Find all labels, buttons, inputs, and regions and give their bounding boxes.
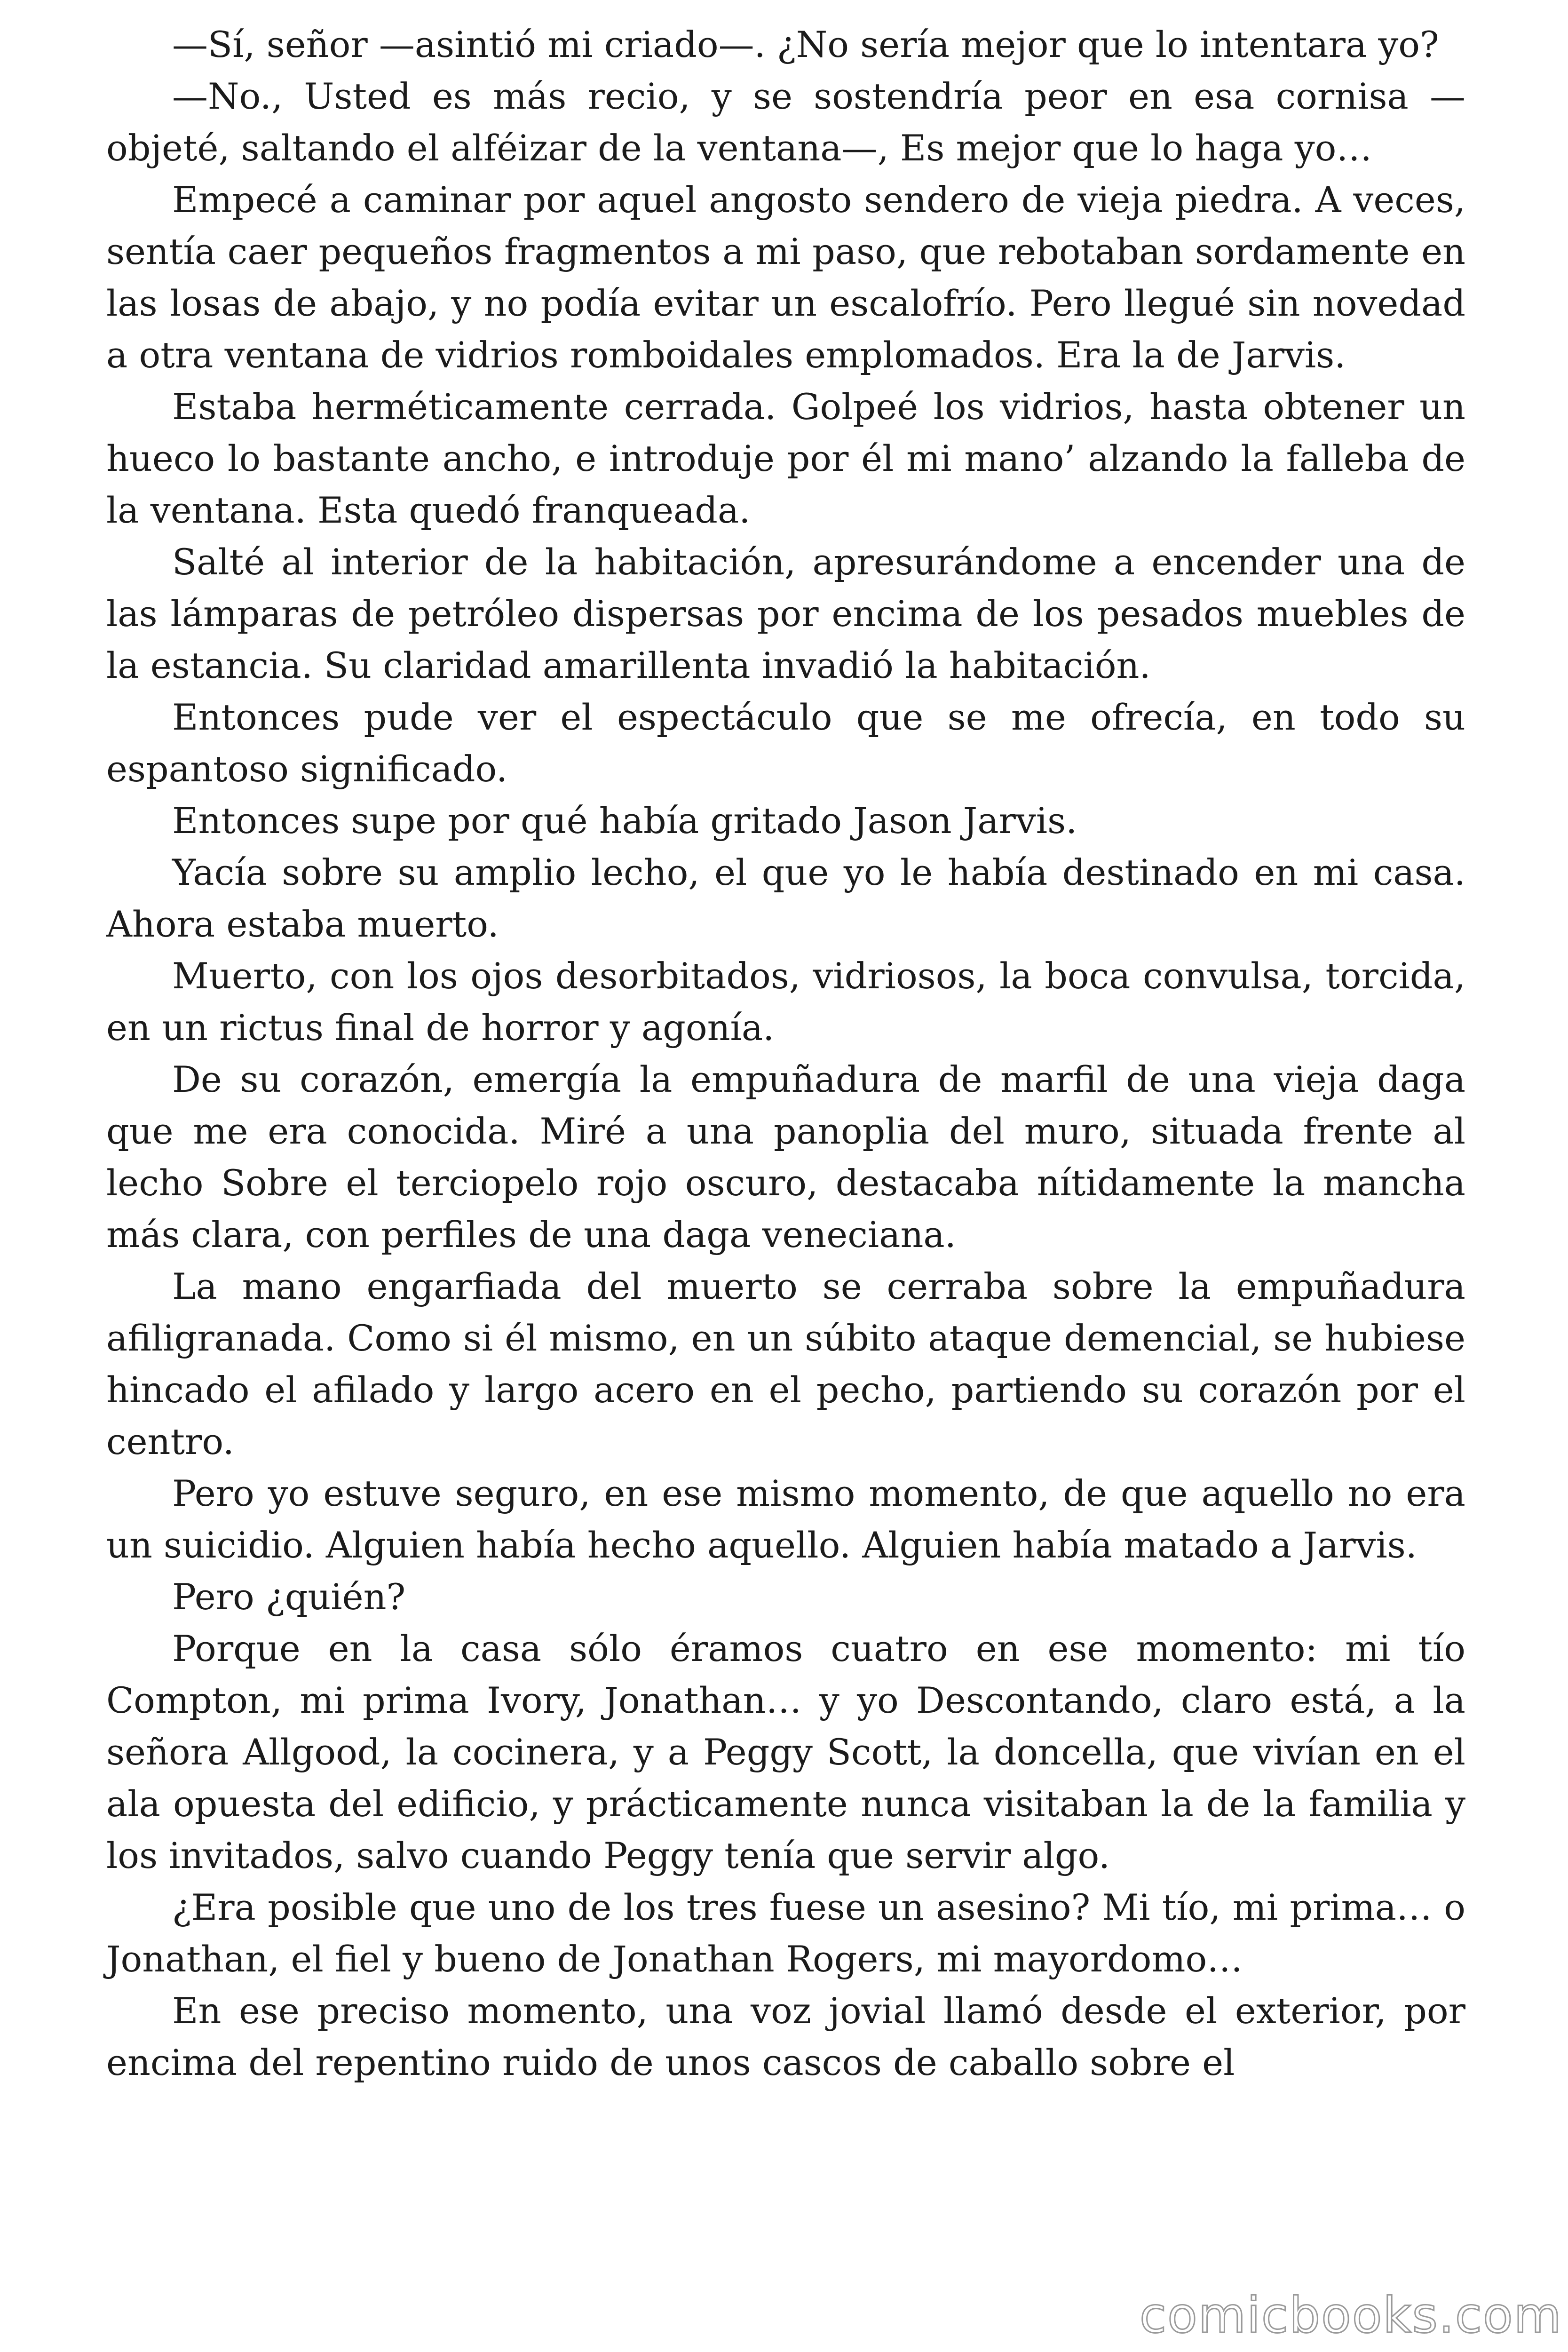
paragraph: Yacía sobre su amplio lecho, el que yo le había destinado en mi casa. Ahora estaba muerto. (106, 851, 1465, 945)
paragraph: —Sí, señor —asintió mi criado—. ¿No sería mejor que lo intentara yo? (172, 24, 1439, 65)
paragraph: Pero yo estuve seguro, en ese mismo momento, de que aquello no era un suicidio. Alguien había hecho aquello. Alguien había matado a Jarvis. (106, 1472, 1465, 1566)
paragraph: Muerto, con los ojos desorbitados, vidriosos, la boca convulsa, torcida, en un rictus final de horror y agonía. (106, 955, 1465, 1049)
paragraph: —No., Usted es más recio, y se sostendría peor en esa cornisa — objeté, saltando el alféizar de la ventana—, Es mejor que lo haga yo… (106, 75, 1465, 169)
paragraph: Entonces pude ver el espectáculo que se me ofrecía, en todo su espantoso significado. (106, 696, 1465, 790)
paragraph: La mano engarfiada del muerto se cerraba sobre la empuñadura afiligranada. Como si él mismo, en un súbito ataque demencial, se hubiese hincado el afilado y largo acero en el pecho, partiendo su corazón por el centro. (106, 1265, 1465, 1462)
paragraph: Entonces supe por qué había gritado Jason Jarvis. (172, 800, 1077, 842)
paragraph: Salté al interior de la habitación, apresurándome a encender una de las lámparas de petróleo dispersas por encima de los pesados muebles de la estancia. Su claridad amarillenta invadió la habitación. (106, 541, 1465, 686)
paragraph: ¿Era posible que uno de los tres fuese un asesino? Mi tío, mi prima… o Jonathan, el fiel y bueno de Jonathan Rogers, mi mayordomo… (106, 1886, 1465, 1980)
paragraph: De su corazón, emergía la empuñadura de marfil de una vieja daga que me era conocida. Miré a una panoplia del muro, situada frente al lecho Sobre el terciopelo rojo oscuro, destacaba nítidamente la mancha más clara, con perfiles de una daga veneciana. (106, 1058, 1465, 1255)
paragraph: Porque en la casa sólo éramos cuatro en ese momento: mi tío Compton, mi prima Ivory, Jonathan… y yo Descontando, claro está, a la señora Allgood, la cocinera, y a Peggy Scott, la doncella, que vivían en el ala opuesta del edificio, y prácticamente nunca visitaban la de la familia y los invitados, salvo cuando Peggy tenía que servir algo. (106, 1628, 1465, 1876)
watermark: comicbooks.com (1139, 2287, 1562, 2344)
paragraph: Estaba herméticamente cerrada. Golpeé los vidrios, hasta obtener un hueco lo bastante ancho, e introduje por él mi mano’ alzando la falleba de la ventana. Esta quedó franqueada. (106, 386, 1465, 531)
paragraph: Pero ¿quién? (172, 1576, 406, 1618)
paragraph: En ese preciso momento, una voz jovial llamó desde el exterior, por encima del repentino ruido de unos cascos de caballo sobre el (106, 1990, 1465, 2083)
book-page-text (106, 19, 1465, 2089)
paragraph: Empecé a caminar por aquel angosto sendero de vieja piedra. A veces, sentía caer pequeños fragmentos a mi paso, que rebotaban sordamente en las losas de abajo, y no podía evitar un escalofrío. Pero llegué sin novedad a otra ventana de vidrios romboidales emplomados. Era la de Jarvis. (106, 179, 1465, 376)
